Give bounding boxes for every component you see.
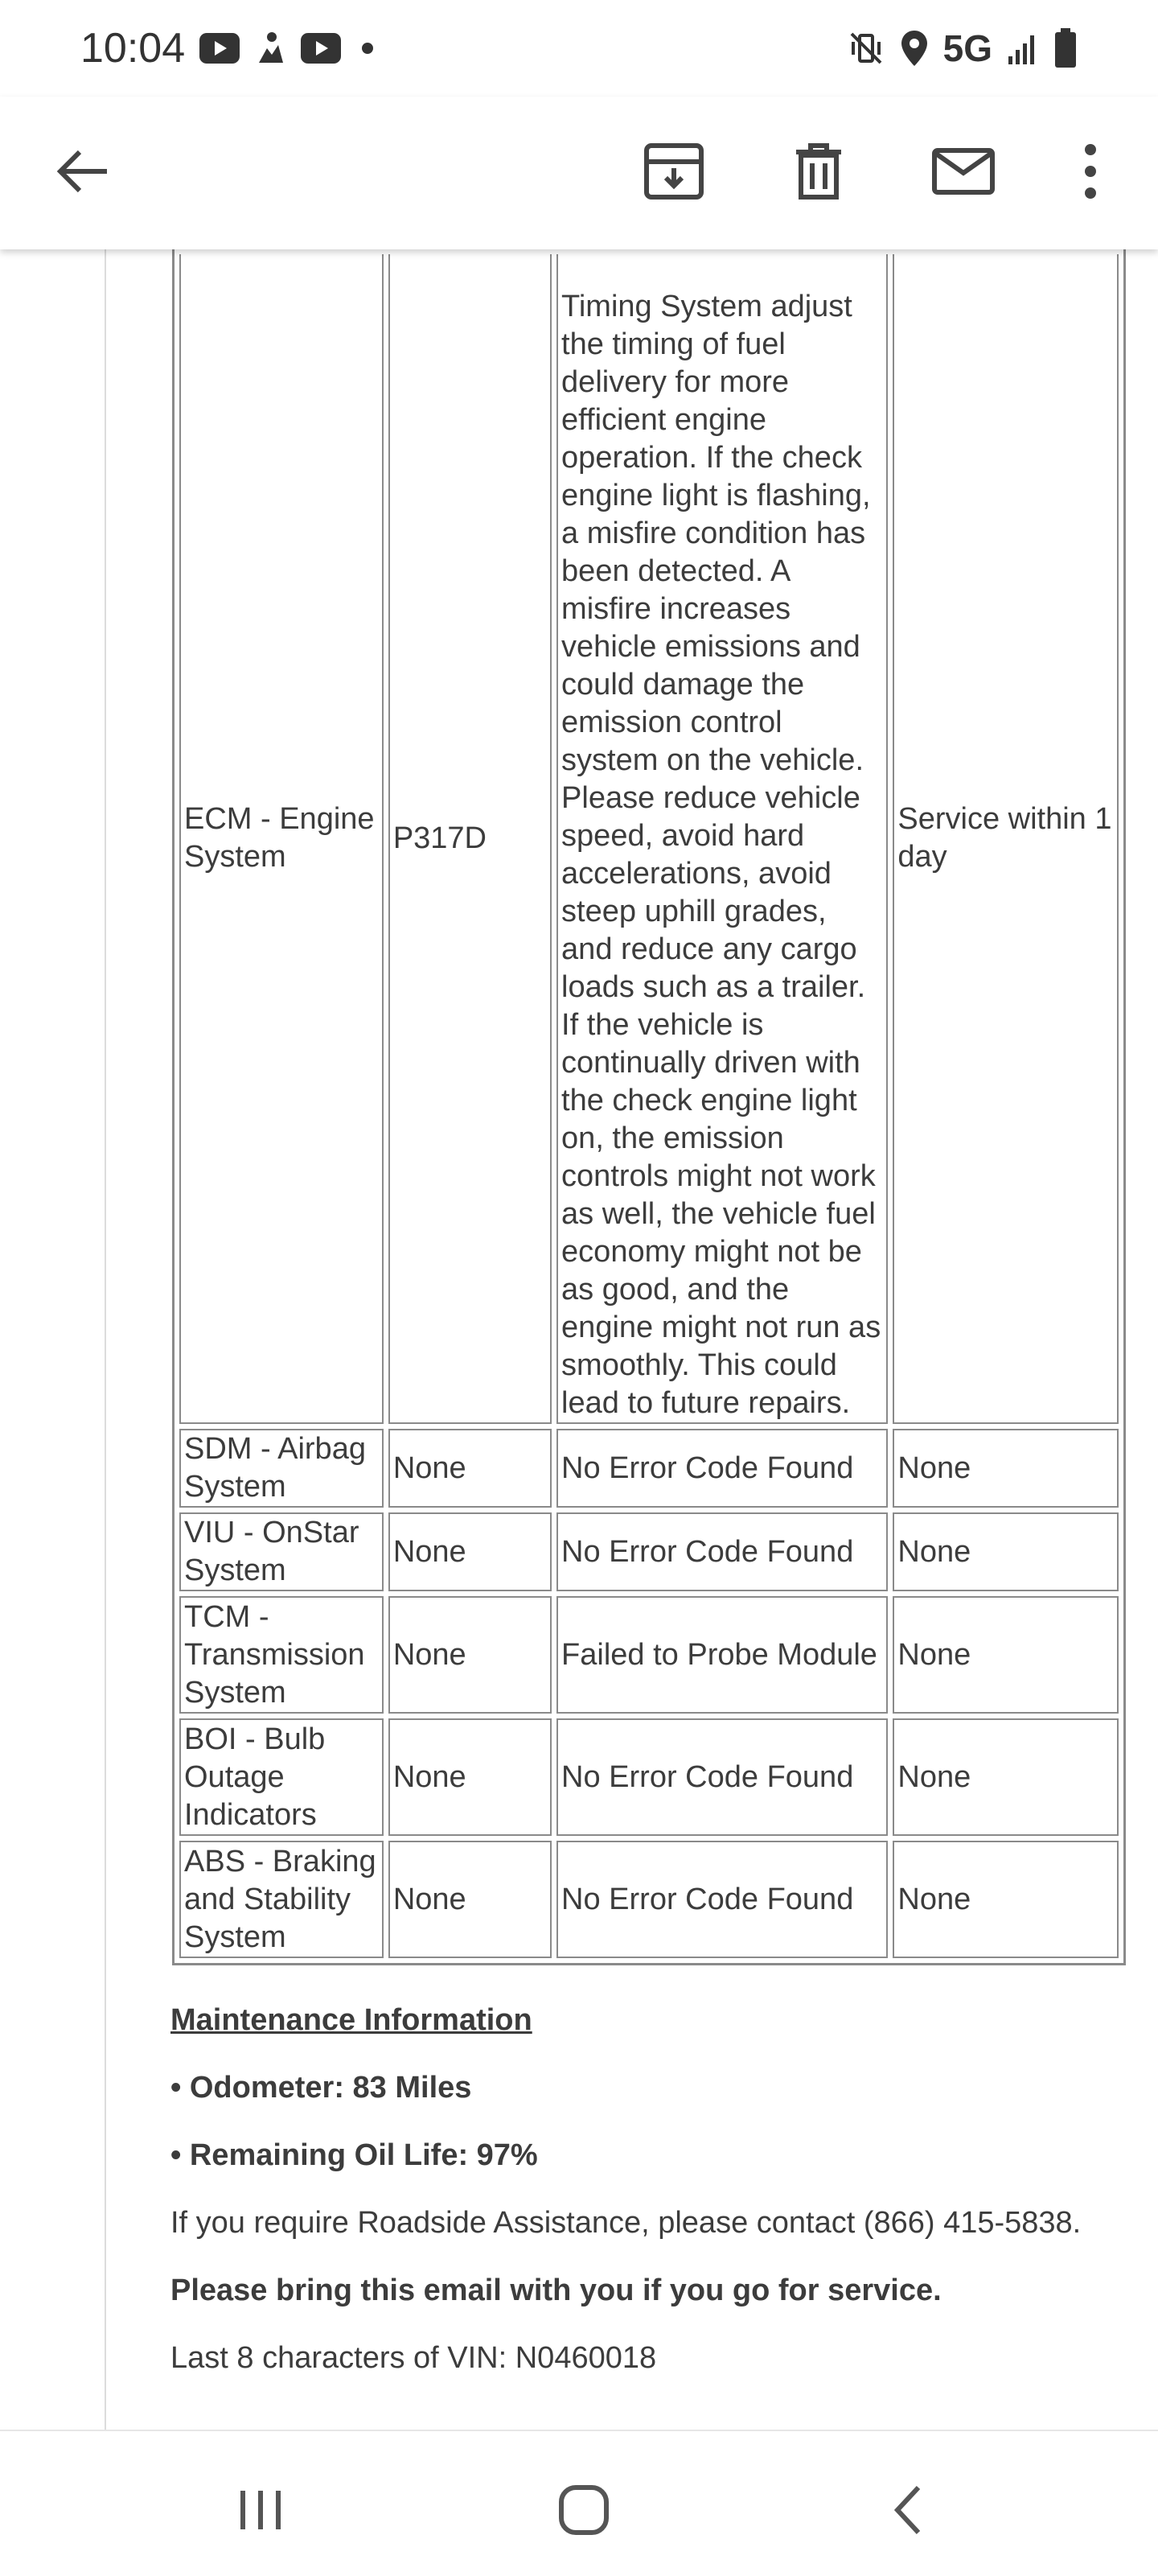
code-cell: P317D — [388, 254, 552, 1424]
module-cell: VIU - OnStar System — [179, 1512, 384, 1591]
description-cell: No Error Code Found — [556, 1841, 888, 1958]
signal-icon — [1007, 31, 1039, 66]
table-row — [179, 1429, 1119, 1508]
back-arrow-icon — [54, 147, 110, 200]
recent-apps-button[interactable] — [220, 2471, 301, 2552]
module-cell: ECM - Engine System — [179, 254, 384, 1424]
description-cell: Timing System adjust the timing of fuel delivery for more efficient engine operation. If the check engine light is flashing, a misfire condition has been detected. A misfire increases vehicle emissions and could damage the emission control system on the vehicle. Please reduce vehicle speed, avoid hard accelerations, avoid steep uphill grades, and reduce any cargo loads such as a trailer. If the vehicle is continually driven with the check engine light on, the emission controls might not work as well, the vehicle fuel economy might not be as good, and the engine might not run as smoothly. This could lead to future repairs. — [556, 254, 888, 1424]
dot-icon — [355, 36, 380, 60]
action-cell: None — [893, 1718, 1119, 1836]
delete-button[interactable] — [778, 133, 859, 213]
action-cell: None — [893, 1512, 1119, 1591]
home-icon — [558, 2484, 610, 2540]
mail-icon — [931, 147, 996, 200]
code-cell: None — [388, 1841, 552, 1958]
system-nav-bar — [0, 2430, 1158, 2576]
table-row — [179, 1841, 1119, 1958]
network-label: 5G — [942, 27, 992, 69]
module-cell: SDM - Airbag System — [179, 1429, 384, 1508]
more-options-button[interactable] — [1050, 133, 1131, 213]
table-row — [179, 1596, 1119, 1714]
table-row — [179, 254, 1119, 1424]
back-icon — [891, 2484, 923, 2540]
action-cell: Service within 1 day — [893, 254, 1119, 1424]
code-cell: None — [388, 1512, 552, 1591]
description-cell: No Error Code Found — [556, 1512, 888, 1591]
oil-life-item: • Remaining Oil Life: 97% — [170, 2138, 538, 2172]
table-row — [179, 1512, 1119, 1591]
archive-icon — [643, 142, 704, 204]
recent-apps-icon — [236, 2488, 285, 2537]
home-button[interactable] — [544, 2471, 624, 2552]
module-cell: TCM - Transmission System — [179, 1596, 384, 1714]
action-cell: None — [893, 1841, 1119, 1958]
more-vert-icon — [1082, 143, 1098, 204]
module-cell: BOI - Bulb Outage Indicators — [179, 1718, 384, 1836]
app-bar — [0, 97, 1158, 249]
diagnostic-codes-table — [172, 249, 1126, 1965]
table-row — [179, 1718, 1119, 1836]
youtube-icon — [301, 33, 341, 64]
module-cell: ABS - Braking and Stability System — [179, 1841, 384, 1958]
status-bar — [0, 0, 1158, 97]
quote-divider — [105, 249, 106, 2430]
trash-icon — [793, 142, 844, 204]
archive-button[interactable] — [634, 133, 714, 213]
youtube-icon — [199, 33, 240, 64]
mark-unread-button[interactable] — [923, 133, 1004, 213]
action-cell: None — [893, 1596, 1119, 1714]
code-cell: None — [388, 1718, 552, 1836]
maintenance-title: Maintenance Information — [170, 2003, 532, 2037]
nav-back-button[interactable] — [867, 2471, 947, 2552]
clock: 10:04 — [80, 25, 186, 72]
notification-icon — [254, 31, 286, 66]
vin-text: Last 8 characters of VIN: N0460018 — [170, 2341, 657, 2375]
action-cell: None — [893, 1429, 1119, 1508]
roadside-text: If you require Roadside Assistance, please contact (866) 415-5838. — [170, 2206, 1082, 2240]
code-cell: None — [388, 1429, 552, 1508]
description-cell: No Error Code Found — [556, 1718, 888, 1836]
email-body — [0, 249, 1158, 2430]
odometer-item: • Odometer: 83 Miles — [170, 2071, 472, 2105]
description-cell: Failed to Probe Module — [556, 1596, 888, 1714]
description-cell: No Error Code Found — [556, 1429, 888, 1508]
code-cell: None — [388, 1596, 552, 1714]
location-icon — [900, 29, 929, 68]
back-button[interactable] — [42, 133, 122, 213]
battery-icon — [1053, 28, 1078, 68]
vibrate-icon — [847, 29, 885, 68]
bring-email-text: Please bring this email with you if you go for service. — [170, 2274, 942, 2307]
